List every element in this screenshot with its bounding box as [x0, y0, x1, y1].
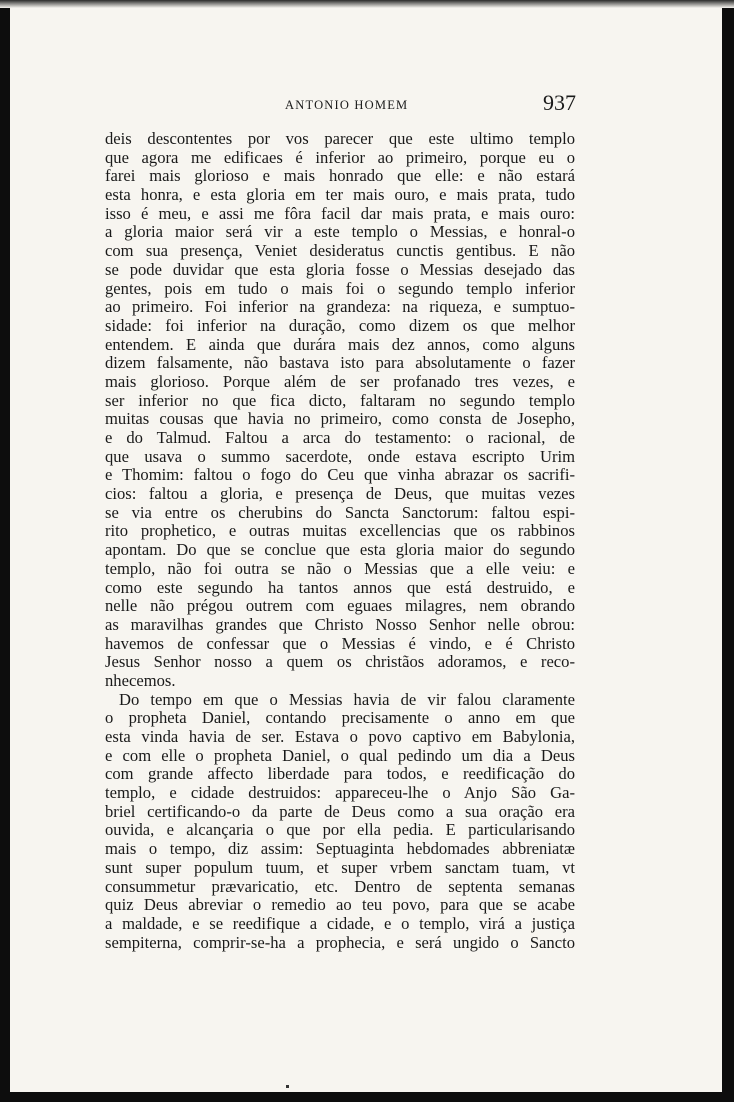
text-line: a maldade, e se reedifique a cidade, e o templo, virá a justiça — [105, 913, 575, 933]
text-line: templo, não foi outra se não o Messias que a elle veiu: e — [105, 558, 575, 578]
printing-speck — [286, 1085, 289, 1088]
text-line: as maravilhas grandes que Christo Nosso Senhor nelle obrou: — [105, 614, 575, 634]
text-line: gentes, pois em tudo o mais foi o segundo templo inferior — [105, 278, 575, 298]
running-title: ANTONIO HOMEM — [285, 98, 409, 112]
text-line: ao primeiro. Foi inferior na grandeza: na riqueza, e sumptuo- — [105, 297, 575, 317]
text-line: sempiterna, comprir-se-ha a prophecia, e será ungido o Sancto — [105, 932, 575, 952]
text-line: nelle não prégou outrem com eguaes milagres, nem obrando — [105, 596, 575, 616]
text-line: ouvida, e alcançaria o que por ella pedia. E particularisando — [105, 820, 575, 840]
text-line: com grande affecto liberdade para todos, e reedificação do — [105, 764, 575, 784]
text-line: se via entre os cherubins do Sancta Sanctorum: faltou espi- — [105, 502, 575, 522]
text-line: e do Talmud. Faltou a arca do testamento: o racional, de — [105, 428, 575, 447]
text-line: briel certificando-o da parte de Deus como a sua oração era — [105, 801, 575, 821]
text-line: esta vinda havia de ser. Estava o povo captivo em Babylonia, — [105, 727, 575, 746]
text-line: como este segundo ha tantos annos que está destruido, e — [105, 577, 575, 597]
text-line: rito prophetico, e outras muitas excellencias que os rabbinos — [105, 521, 575, 541]
text-line: quiz Deus abreviar o remedio ao teu povo, para que se acabe — [105, 895, 575, 915]
text-line: sunt super populum tuum, et super vrbem sanctam tuam, vt — [105, 857, 575, 877]
scan-border-left — [0, 0, 10, 1102]
scan-border-bottom — [0, 1092, 734, 1102]
text-line: dizem falsamente, não bastava isto para absolutamente o fazer — [105, 353, 575, 373]
text-line: apontam. Do que se conclue que esta gloria maior do segundo — [105, 540, 575, 560]
text-line: com sua presença, Veniet desideratus cunctis gentibus. E não — [105, 241, 575, 261]
text-line: a gloria maior será vir a este templo o Messias, e honral-o — [105, 222, 575, 242]
text-line: muitas cousas que havia no primeiro, como consta de Josepho, — [105, 409, 575, 429]
text-line: que agora me edificaes é inferior ao primeiro, porque eu o — [105, 147, 575, 167]
text-line: e Thomim: faltou o fogo do Ceu que vinha abrazar os sacrifi- — [105, 465, 575, 485]
text-line: sidade: foi inferior na duração, como dizem os que melhor — [105, 315, 575, 335]
text-line: consummetur prævaricatio, etc. Dentro de septenta semanas — [105, 876, 575, 896]
text-line: esta honra, e esta gloria em ter mais ouro, e mais prata, tudo — [105, 185, 575, 205]
scan-border-top — [0, 0, 734, 8]
text-line: Do tempo em que o Messias havia de vir falou claramente — [119, 689, 575, 709]
text-line: deis descontentes por vos parecer que este ultimo templo — [105, 129, 575, 148]
text-line: o propheta Daniel, contando precisamente o anno em que — [105, 708, 575, 728]
text-line: que usava o summo sacerdote, onde estava escripto Urim — [105, 446, 575, 466]
text-line: entendem. E ainda que durára mais dez annos, como alguns — [105, 334, 575, 354]
page-number: 937 — [543, 90, 576, 115]
text-line: mais glorioso. Porque além de ser profanado tres vezes, e — [105, 371, 575, 391]
text-line: Jesus Senhor nosso a quem os christãos adoramos, e reco- — [105, 652, 575, 672]
text-line: isso é meu, e assi me fôra facil dar mais prata, e mais ouro: — [105, 203, 575, 223]
text-line: templo, e cidade destruidos: appareceu-lhe o Anjo São Ga- — [105, 783, 575, 803]
text-line: farei mais glorioso e mais honrado que elle: e não estará — [105, 166, 575, 186]
text-line: se pode duvidar que esta gloria fosse o Messias desejado das — [105, 259, 575, 279]
text-line: nhecemos. — [105, 670, 176, 690]
body-text — [105, 130, 575, 952]
text-line: cios: faltou a gloria, e presença de Deus, que muitas vezes — [105, 484, 575, 504]
text-line: e com elle o propheta Daniel, o qual pedindo um dia a Deus — [105, 745, 575, 765]
scan-border-right — [722, 0, 734, 1102]
text-line: havemos de confessar que o Messias é vindo, e é Christo — [105, 633, 575, 653]
text-line: mais o tempo, diz assim: Septuaginta hebdomades abbreniatæ — [105, 839, 575, 859]
text-line: ser inferior no que fica dicto, faltaram no segundo templo — [105, 390, 575, 410]
